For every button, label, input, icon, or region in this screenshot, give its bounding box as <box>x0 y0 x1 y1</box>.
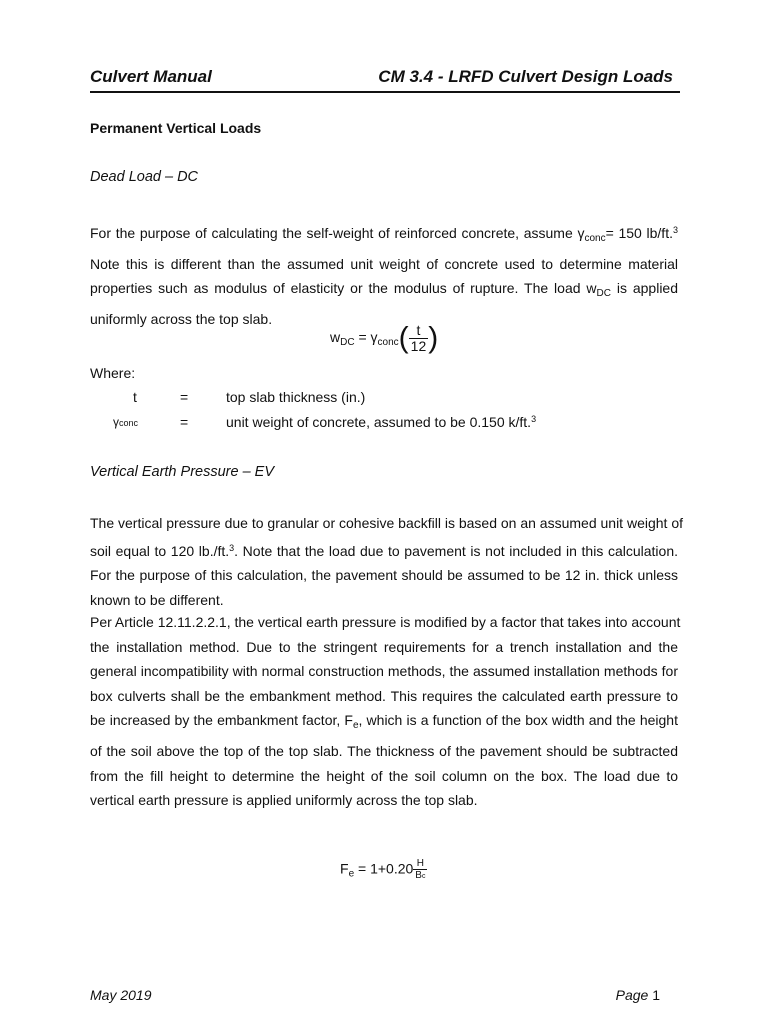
para-line: be increased by the embankment factor, $F_e$, which is a function of the box width and the height <box>90 712 678 732</box>
para-line: box culverts shall be the embankment method. This requires the calculated earth pressure to <box>90 687 678 704</box>
para-line: uniformly across the top slab. <box>90 310 273 327</box>
var-gamma-symbol: γconc <box>113 415 139 429</box>
var-t-description: top slab thickness (in.) <box>226 389 366 405</box>
dead-load-paragraph <box>90 218 678 331</box>
embankment-factor-equation: $F_e = 1+0.20$ $\frac{H}{Bc}$ <box>340 858 426 881</box>
para-line: The vertical pressure due to granular or cohesive backfill is based on an assumed unit weight of <box>90 515 683 531</box>
dead-load-heading: Dead Load – DC <box>90 169 199 185</box>
earth-pressure-heading: Vertical Earth Pressure – EV <box>90 464 275 480</box>
footer-page: Page 1 <box>615 987 660 1003</box>
earth-pressure-paragraph-2 <box>90 610 681 813</box>
var-t-equals: = <box>180 389 189 405</box>
para-line: properties such as modulus of elasticity or the modulus of rupture. The load $w_{DC}$ is applied <box>90 280 679 300</box>
var-gamma-equals: = <box>180 414 189 430</box>
para-line: Note this is different than the assumed unit weight of concrete used to determine material <box>90 255 678 272</box>
earth-pressure-paragraph-1 <box>90 511 683 612</box>
section-title: Permanent Vertical Loads <box>90 120 262 136</box>
header-rule <box>90 91 680 93</box>
para-line: the installation method. Due to the stringent requirements for a trench installation and the <box>90 638 678 655</box>
var-gamma-description: unit weight of concrete, assumed to be 0.150 k/ft.$^3$ <box>226 414 537 430</box>
para-line: vertical earth pressure is applied uniformly across the top slab. <box>90 792 478 809</box>
para-line: from the fill height to determine the height of the soil column on the box. The load due to <box>90 767 678 784</box>
para-line: soil equal to 120 lb./ft.$^3$. Note that the load due to pavement is not included in this calculation. <box>90 542 678 559</box>
para-line: Per Article 12.11.2.2.1, the vertical earth pressure is modified by a factor that takes into account <box>90 614 681 630</box>
para-line: For the purpose of calculating the self-weight of reinforced concrete, assume $\gamma_{conc}= 150$ lb/ft.$^3$ <box>90 225 678 244</box>
header-manual-title: Culvert Manual <box>90 67 212 86</box>
para-line: known to be different. <box>90 591 224 608</box>
footer-date: May 2019 <box>90 987 152 1003</box>
para-line: For the purpose of this calculation, the pavement should be assumed to be 12 in. thick unless <box>90 567 678 584</box>
where-label: Where: <box>90 365 136 381</box>
dead-load-equation: $w_{DC} = \gamma_{conc}$( $\frac{t}{12}$ ) <box>330 321 439 355</box>
para-line: general incompatibility with normal construction methods, the assumed installation methods for <box>90 663 678 680</box>
para-line: of the soil above the top of the top slab. The thickness of the pavement should be subtracted <box>90 742 678 759</box>
header-section-title: CM 3.4 - LRFD Culvert Design Loads <box>378 67 673 86</box>
var-t-symbol: t <box>133 389 137 405</box>
